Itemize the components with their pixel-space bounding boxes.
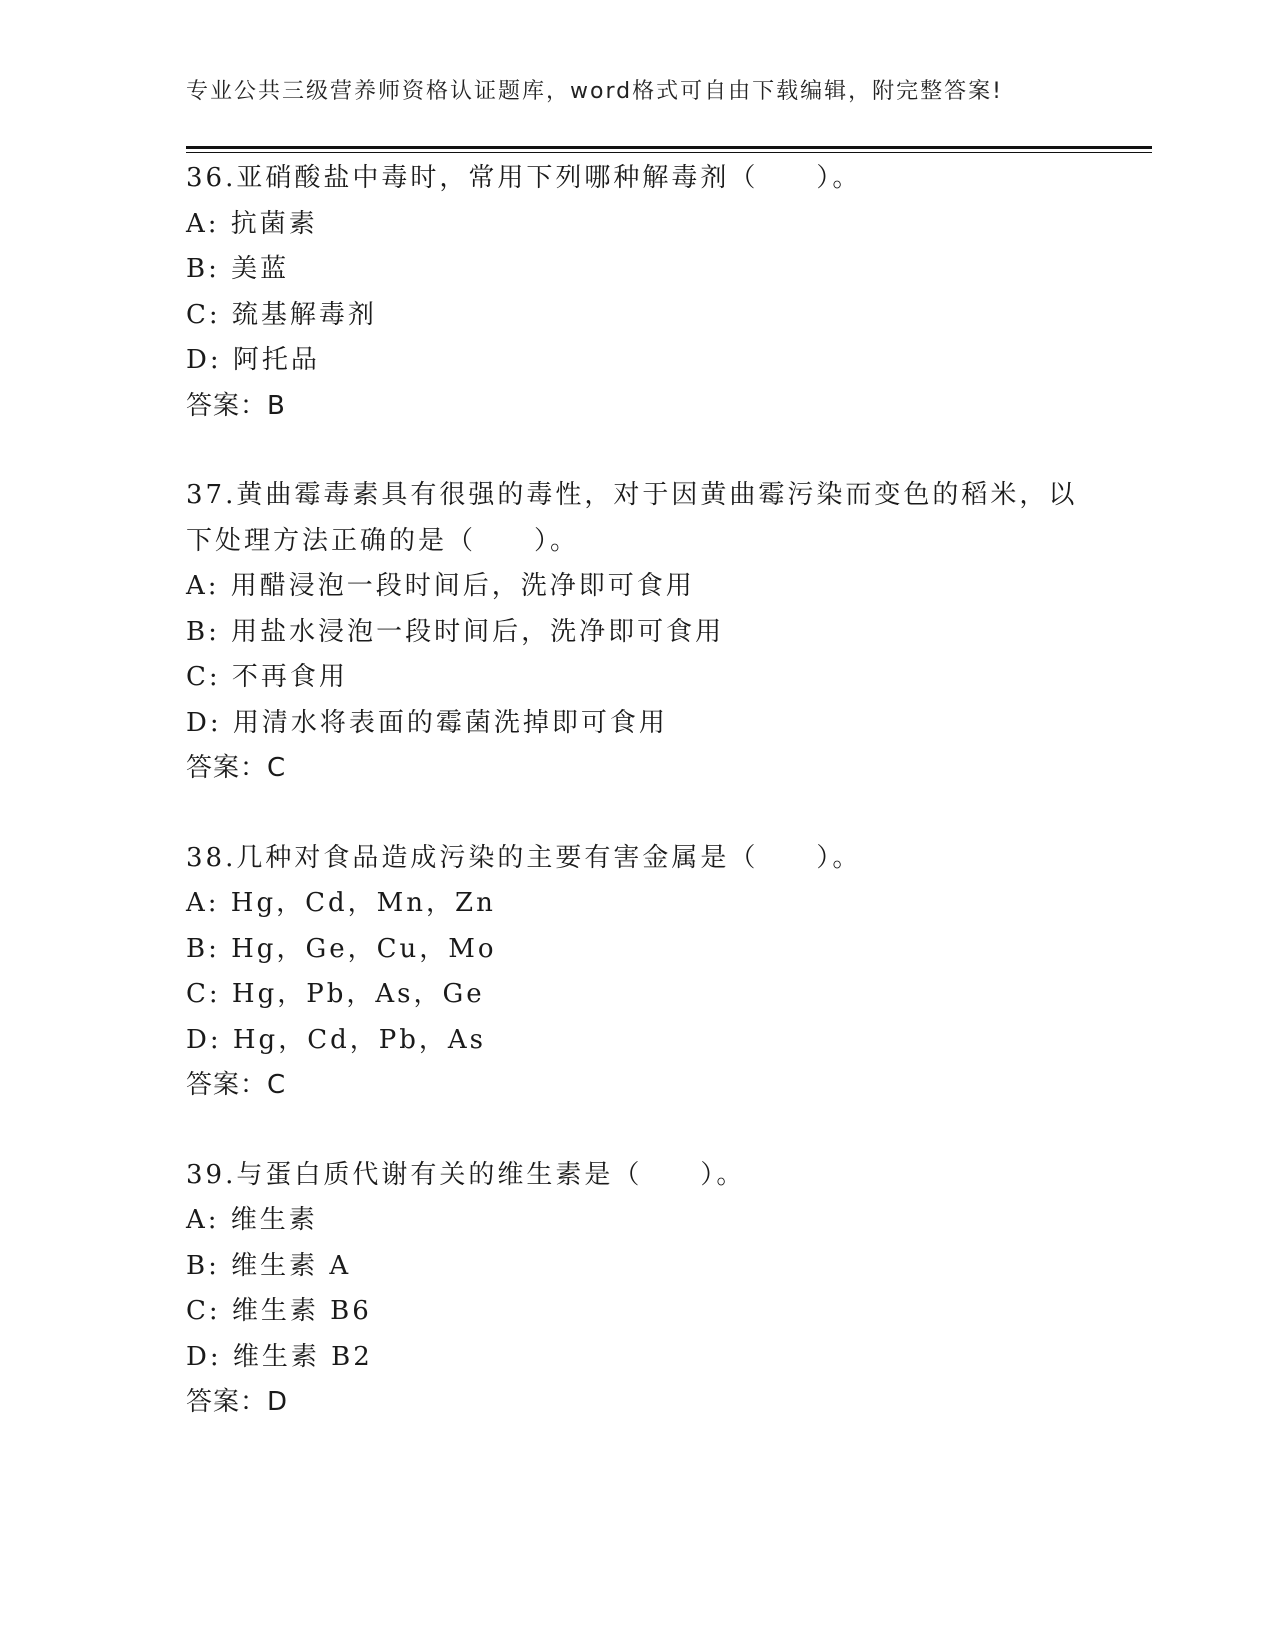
option-a: A: 抗菌素: [186, 208, 318, 239]
page-header: 专业公共三级营养师资格认证题库，word格式可自由下载编辑，附完整答案!: [186, 79, 1003, 104]
option-b: B: 用盐水浸泡一段时间后，洗净即可食用: [186, 616, 725, 647]
question-text-continued: 下处理方法正确的是（ ）。: [186, 525, 580, 556]
header-rule-thin: [186, 152, 1152, 153]
question-39: [186, 1153, 1086, 1426]
question-36: [186, 156, 1086, 429]
option-d: D: 维生素 B2: [186, 1341, 373, 1372]
question-text: 38.几种对食品造成污染的主要有害金属是（ ）。: [186, 842, 862, 873]
option-c: C: 不再食用: [186, 662, 348, 692]
answer-text: 答案：C: [186, 753, 287, 783]
answer-text: 答案：C: [186, 1070, 287, 1100]
option-d: D: Hg，Cd，Pb，As: [186, 1024, 486, 1055]
option-a: A: 维生素: [186, 1205, 318, 1235]
option-a: A: Hg，Cd，Mn，Zn: [186, 888, 496, 918]
option-a: A: 用醋浸泡一段时间后，洗净即可食用: [186, 571, 695, 601]
option-c: C: 维生素 B6: [186, 1296, 372, 1326]
option-d: D: 用清水将表面的霉菌洗掉即可食用: [186, 707, 668, 738]
question-text: 37.黄曲霉毒素具有很强的毒性，对于因黄曲霉污染而变色的稻米，以: [186, 480, 1078, 510]
question-37: [186, 473, 1086, 792]
option-b: B: 美蓝: [186, 254, 290, 284]
option-b: B: 维生素 A: [186, 1250, 352, 1281]
option-d: D: 阿托品: [186, 345, 320, 375]
header-rule-thick: [186, 146, 1152, 149]
answer-text: 答案：D: [186, 1387, 289, 1417]
option-b: B: Hg，Ge，Cu，Mo: [186, 933, 497, 964]
question-list: [186, 156, 1086, 1470]
question-text: 36.亚硝酸盐中毒时，常用下列哪种解毒剂（ ）。: [186, 163, 862, 193]
question-text: 39.与蛋白质代谢有关的维生素是（ ）。: [186, 1159, 746, 1190]
question-38: [186, 836, 1086, 1109]
option-c: C: Hg，Pb，As，Ge: [186, 979, 485, 1009]
option-c: C: 巯基解毒剂: [186, 299, 377, 330]
answer-text: 答案：B: [186, 390, 286, 421]
